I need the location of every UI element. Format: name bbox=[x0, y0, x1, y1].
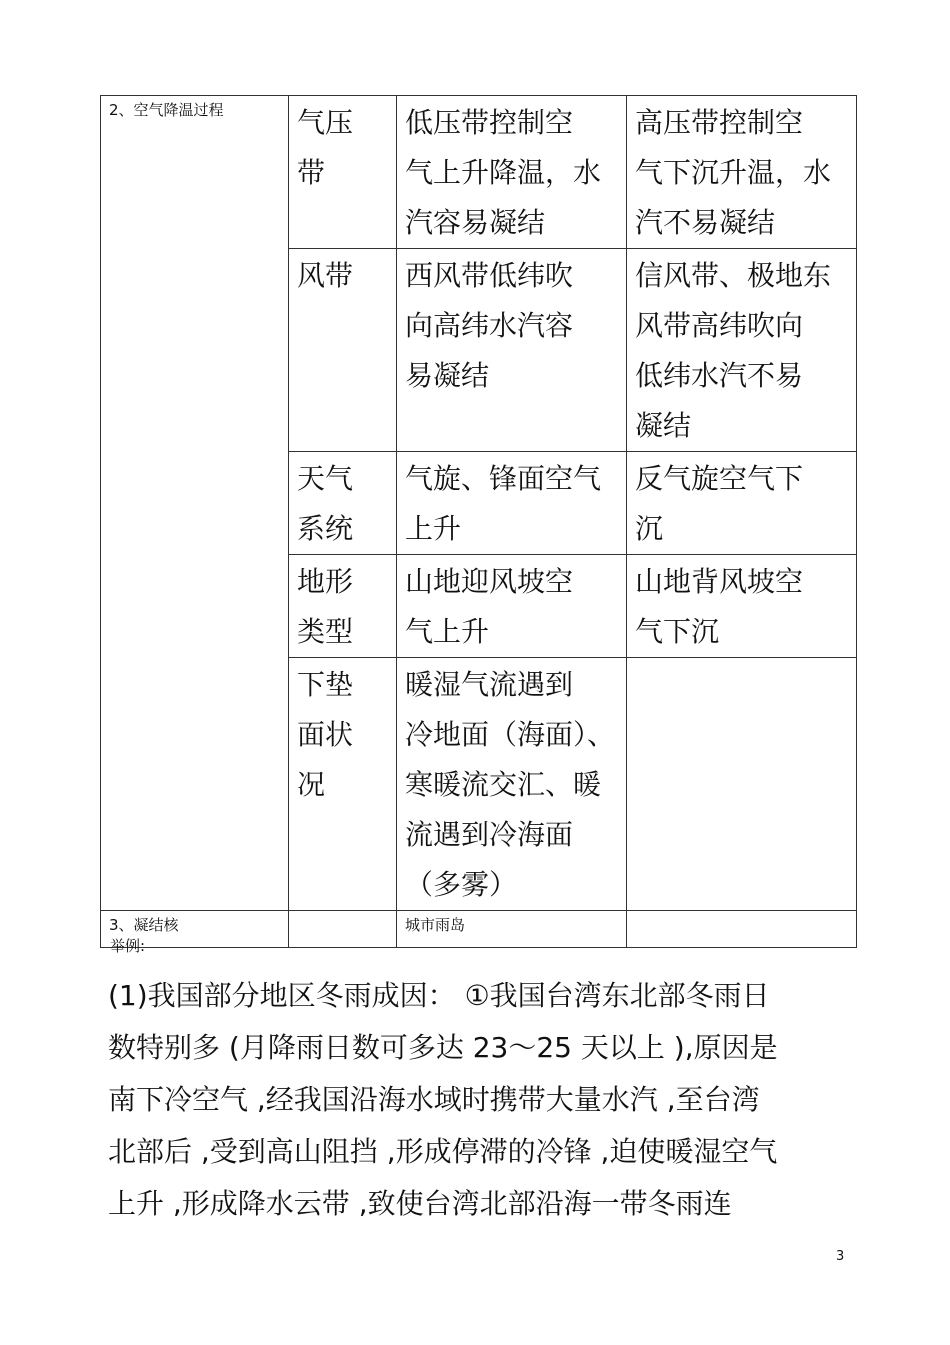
low-pressure-cell: 暖湿气流遇到 冷地面（海面）、 寒暖流交汇、暖 流遇到冷海面 （多雾） bbox=[397, 658, 627, 911]
high-pressure-cell: 信风带、极地东 风带高纬吹向 低纬水汽不易 凝结 bbox=[627, 249, 857, 452]
low-pressure-cell: 山地迎风坡空 气上升 bbox=[397, 555, 627, 658]
section3-value: 城市雨岛 bbox=[397, 911, 627, 948]
factor-cell: 地形 类型 bbox=[289, 555, 397, 658]
body-paragraph: (1)我国部分地区冬雨成因： ①我国台湾东北部冬雨日 数特别多 (月降雨日数可多达 23～25 天以上 ),原因是 南下冷空气 ,经我国沿海水域时携带大量水汽 ,至台湾 北部后 ,受到高山阻挡 ,形成停滞的冷锋 ,迫使暖湿空气 上升 ,形成降水云带 ,致使台湾北部沿海一带冬雨连 bbox=[108, 979, 778, 1220]
high-pressure-cell: 反气旋空气下 沉 bbox=[627, 452, 857, 555]
low-pressure-cell: 西风带低纬吹 向高纬水汽容 易凝结 bbox=[397, 249, 627, 452]
factor-cell: 下垫 面状 况 bbox=[289, 658, 397, 911]
empty-cell bbox=[289, 911, 397, 948]
factor-cell: 风带 bbox=[289, 249, 397, 452]
high-pressure-cell: 山地背风坡空 气下沉 bbox=[627, 555, 857, 658]
high-pressure-cell bbox=[627, 658, 857, 911]
factor-cell: 天气 系统 bbox=[289, 452, 397, 555]
condensation-table bbox=[100, 95, 857, 948]
low-pressure-cell: 低压带控制空 气上升降温，水 汽容易凝结 bbox=[397, 96, 627, 249]
high-pressure-cell: 高压带控制空 气下沉升温，水 汽不易凝结 bbox=[627, 96, 857, 249]
page-number: 3 bbox=[836, 1249, 845, 1264]
section2-label: 2、空气降温过程 bbox=[101, 96, 289, 911]
section3-label: 3、凝结核 bbox=[101, 911, 289, 948]
factor-cell: 气压 带 bbox=[289, 96, 397, 249]
example-label: 举例: bbox=[110, 937, 146, 955]
low-pressure-cell: 气旋、锋面空气 上升 bbox=[397, 452, 627, 555]
empty-cell bbox=[627, 911, 857, 948]
